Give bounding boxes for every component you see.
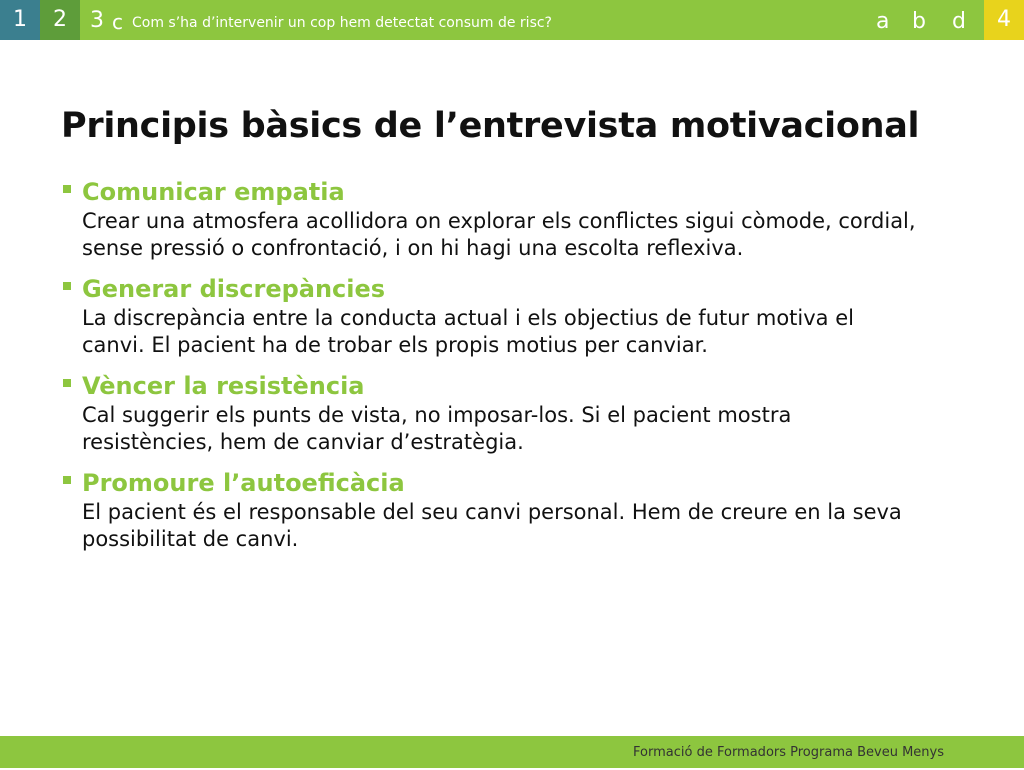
item-heading: Promoure l’autoeficàcia — [82, 469, 405, 497]
list-item — [61, 467, 941, 553]
list-item — [61, 370, 941, 456]
nav-tab-4[interactable]: 4 — [984, 0, 1024, 40]
nav-tab-2[interactable]: 2 — [40, 0, 80, 40]
slide-title: Principis bàsics de l’entrevista motivacional — [61, 106, 920, 146]
square-bullet-icon — [63, 476, 71, 484]
list-item — [61, 273, 941, 359]
nav-section-letter[interactable]: c — [112, 10, 123, 34]
nav-sub-d[interactable]: d — [952, 9, 966, 34]
item-text: Crear una atmosfera acollidora on explorar els conflictes sigui còmode, cordial, sense pressió o confrontació, i on hi hagi una escolta reflexiva. — [82, 209, 916, 260]
principles-list — [61, 176, 941, 564]
item-heading: Vèncer la resistència — [82, 372, 365, 400]
square-bullet-icon — [63, 282, 71, 290]
top-navigation-bar — [0, 0, 1024, 40]
nav-sub-b[interactable]: b — [912, 9, 926, 34]
square-bullet-icon — [63, 185, 71, 193]
square-bullet-icon — [63, 379, 71, 387]
item-heading: Generar discrepàncies — [82, 275, 386, 303]
nav-sub-a[interactable]: a — [876, 9, 890, 34]
footer-text: Formació de Formadors Programa Beveu Menys — [633, 745, 944, 760]
list-item — [61, 176, 941, 262]
item-text: El pacient és el responsable del seu canvi personal. Hem de creure en la seva possibilitat de canvi. — [82, 500, 902, 551]
nav-section-title: Com s’ha d’intervenir un cop hem detectat consum de risc? — [132, 15, 552, 31]
item-heading: Comunicar empatia — [82, 178, 345, 206]
nav-tab-1[interactable]: 1 — [0, 0, 40, 40]
item-text: La discrepància entre la conducta actual i els objectius de futur motiva el canvi. El pacient ha de trobar els propis motius per canviar. — [82, 306, 854, 357]
nav-tab-3[interactable]: 3 — [90, 8, 104, 33]
item-text: Cal suggerir els punts de vista, no imposar-los. Si el pacient mostra resistències, hem de canviar d’estratègia. — [82, 403, 792, 454]
footer-bar — [0, 736, 1024, 768]
